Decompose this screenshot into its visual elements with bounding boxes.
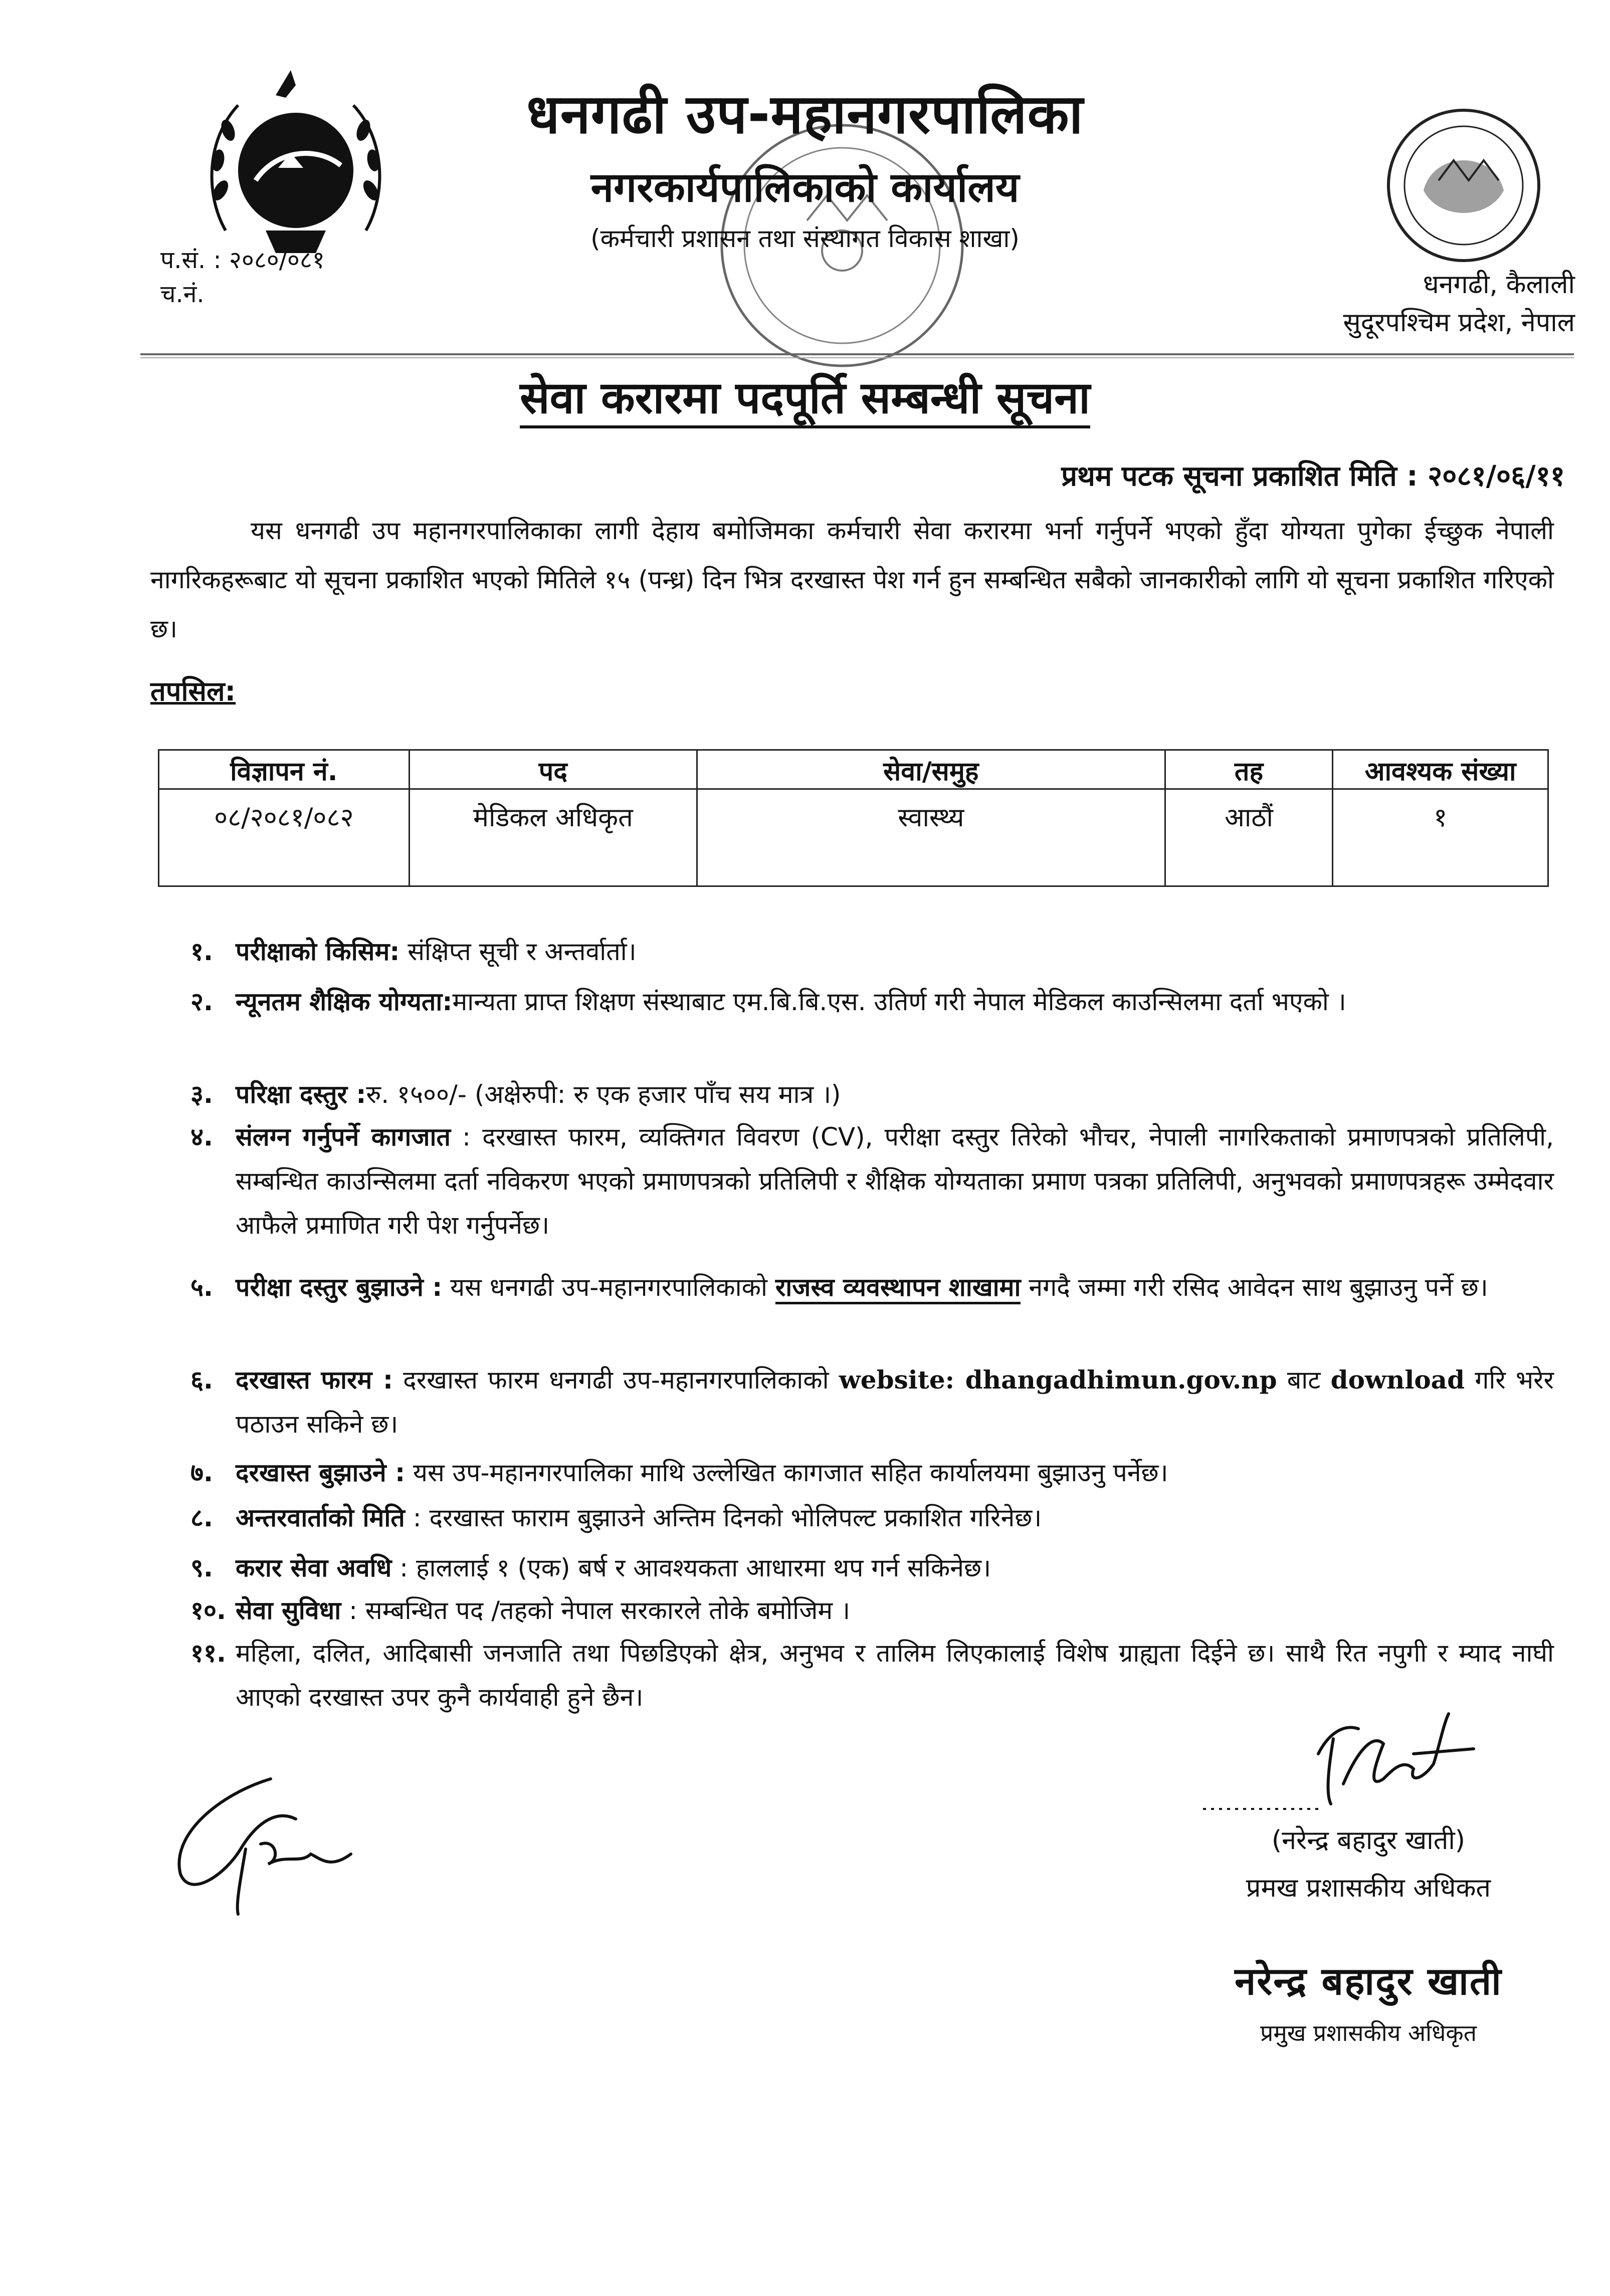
address-line-1: धनगढी, कैलाली [1423,270,1575,300]
table-row [159,789,1548,886]
list-item: १०. सेवा सुविधा : सम्बन्धित पद /तहको नेपाल सरकारले तोके बमोजिम । [190,1596,851,1625]
name-stamp: नरेन्द्र बहादुर खाती [1235,1959,1502,2003]
item-text: महिला, दलित, आदिबासी जनजाति तथा पिछडिएको क्षेत्र, अनुभव र तालिम लिएकालाई विशेष ग्राह्यता दिईने छ। साथै रित नपुगी र म्याद नाघी आएको दरखास्त उपर कुनै कार्यवाही हुने छैन। [236,1639,1554,1712]
item-label: न्यूनतम शैक्षिक योग्यता: [236,987,453,1016]
list-item: ५. परीक्षा दस्तुर बुझाउने : यस धनगढी उप-महानगरपालिकाको राजस्व व्यवस्थापन शाखामा नगदै जम्मा गरी रसिद आवेदन साथ बुझाउनु पर्ने छ। [190,1265,1554,1309]
branch-name: (कर्मचारी प्रशासन तथा संस्थागत विकास शाखा) [590,224,1020,253]
item-text: : सम्बन्धित पद /तहको नेपाल सरकारले तोके बमोजिम । [341,1596,851,1625]
table-header-row [159,750,1548,789]
item-label: दरखास्त बुझाउने : [236,1458,406,1487]
item-text: : हाललाई १ (एक) बर्ष र आवश्यकता आधारमा थप गर्न सकिनेछ। [391,1553,991,1582]
list-item: २. न्यूनतम शैक्षिक योग्यता:मान्यता प्राप्त शिक्षण संस्थाबाट एम.बि.बि.एस. उतिर्ण गरी नेपाल मेडिकल काउन्सिलमा दर्ता भएको । [190,987,1346,1016]
list-item: ३. परिक्षा दस्तुर :रु. १५००/- (अक्षेरुपी: रु एक हजार पाँच सय मात्र ।) [190,1080,841,1109]
schedule-label: तपसिल: [150,675,236,707]
office-name: नगरकार्यपालिकाको कार्यालय [590,164,1020,211]
header-service-group: सेवा/समुह [697,750,1165,789]
website-link[interactable]: website: dhangadhimun.gov.np [839,1365,1277,1395]
item-text: बाट [1277,1365,1331,1395]
item-text: रु. १५००/- (अक्षेरुपी: रु एक हजार पाँच सय मात्र ।) [366,1080,841,1109]
header-divider [140,353,1574,358]
item-label: सेवा सुविधा [236,1596,341,1625]
revenue-section-highlight: राजस्व व्यवस्थापन शाखामा [775,1273,1021,1304]
publish-date: प्रथम पटक सूचना प्रकाशित मिति : २०८१/०६/११ [1061,460,1565,493]
item-text: संक्षिप्त सूची र अन्तर्वार्ता। [399,937,637,966]
header-level: तह [1165,750,1333,789]
designation-stamp: प्रमुख प्रशासकीय अधिकृत [1260,2019,1477,2046]
cell-required-count: १ [1333,789,1548,886]
item-text: नगदै जम्मा गरी रसिद आवेदन साथ बुझाउनु पर्ने छ। [1021,1273,1488,1302]
dispatch-number: च.नं. [160,280,205,308]
reference-block [160,243,325,311]
item-label: अन्तरवार्ताको मिति [236,1503,405,1532]
signatory-designation: प्रमख प्रशासकीय अधिकत [1246,1873,1491,1903]
header-ad-number: विज्ञापन नं. [159,750,410,789]
list-item: ९. करार सेवा अवधि : हाललाई १ (एक) बर्ष र आवश्यकता आधारमा थप गर्न सकिनेछ। [190,1553,991,1582]
item-text: गरि भरेर पठाउन सकिने छ। [236,1365,1554,1439]
item-text: मान्यता प्राप्त शिक्षण संस्थाबाट एम.बि.बि.एस. उतिर्ण गरी नेपाल मेडिकल काउन्सिलमा दर्ता भएको । [452,987,1346,1016]
list-item: ८. अन्तरवार्ताको मिति : दरखास्त फाराम बुझाउने अन्तिम दिनको भोलिपल्ट प्रकाशित गरिनेछ। [190,1503,1042,1532]
header-required-count: आवश्यक संख्या [1333,750,1548,789]
signatory-name: (नरेन्द्र बहादुर खाती) [1271,1825,1466,1856]
item-text: : दरखास्त फारम, व्यक्तिगत विवरण (CV), परीक्षा दस्तुर तिरेको भौचर, नेपाली नागरिकताको प्रमाणपत्रको प्रतिलिपी, सम्बन्धित काउन्सिलमा दर्ता नविकरण भएको प्रमाणपत्रको प्रतिलिपी र शैक्षिक योग्यताका प्रमाण पत्रका प्रतिलिपी, अनुभवको प्रमाणपत्रहरू उम्मेदवार आफैले प्रमाणित गरी पेश गर्नुपर्नेछ। [236,1122,1554,1240]
cell-post: मेडिकल अधिकृत [409,789,697,886]
cell-ad-number: ०८/२०८१/०८२ [159,789,410,886]
cell-service-group: स्वास्थ्य [697,789,1165,886]
list-item: १. परीक्षाको किसिम: संक्षिप्त सूची र अन्तर्वार्ता। [190,937,637,966]
item-text: यस उप-महानगरपालिका माथि उल्लेखित कागजात सहित कार्यालयमा बुझाउनु पर्नेछ। [405,1458,1168,1487]
item-text: : दरखास्त फाराम बुझाउने अन्तिम दिनको भोलिपल्ट प्रकाशित गरिनेछ। [405,1503,1042,1532]
municipality-name: धनगढी उप-महानगरपालिका [526,83,1084,146]
item-text: दरखास्त फारम धनगढी उप-महानगरपालिकाको [393,1365,839,1395]
address-line-2: सुदूरपश्चिम प्रदेश, नेपाल [1343,308,1575,338]
intro-paragraph: यस धनगढी उप महानगरपालिकाका लागी देहाय बमोजिमका कर्मचारी सेवा करारमा भर्ना गर्नुपर्ने भएको हुँदा योग्यता पुगेका ईच्छुक नेपाली नागरिकहरूबाट यो सूचना प्रकाशित भएको मितिले १५ (पन्ध्र) दिन भित्र दरखास्त पेश गर्न हुन सम्बन्धित सबैको जानकारीको लागि यो सूचना प्रकाशित गरिएको छ। [150,516,1554,643]
office-address [1343,266,1575,342]
list-item: ६. दरखास्त फारम : दरखास्त फारम धनगढी उप-महानगरपालिकाको website: dhangadhimun.gov.np बाट download गरि भरेर पठाउन सकिने छ। [190,1365,1554,1439]
cell-level: आठौं [1165,789,1333,886]
item-label: संलग्न गर्नुपर्ने कागजात [236,1122,451,1152]
header-post: पद [409,750,697,789]
list-item: ११. महिला, दलित, आदिबासी जनजाति तथा पिछडिएको क्षेत्र, अनुभव र तालिम लिएकालाई विशेष ग्राह्यता दिईने छ। साथै रित नपुगी र म्याद नाघी आएको दरखास्त उपर कुनै कार्यवाही हुने छैन। [190,1639,1554,1712]
signature-left [160,1764,371,1924]
item-label: दरखास्त फारम : [236,1365,393,1395]
download-label: download [1330,1365,1465,1395]
notice-title: सेवा करारमा पदपूर्ति सम्बन्धी सूचना [0,366,1610,426]
item-text: यस धनगढी उप-महानगरपालिकाको [442,1273,775,1302]
item-label: परिक्षा दस्तुर : [236,1080,366,1109]
item-label: परीक्षाको किसिम: [236,937,400,966]
signature-right [1193,1694,1484,1824]
reference-number: प.सं. : २०८०/०८१ [160,246,325,274]
vacancy-table [158,749,1549,887]
list-item: ४. संलग्न गर्नुपर्ने कागजात : दरखास्त फारम, व्यक्तिगत विवरण (CV), परीक्षा दस्तुर तिरेको भौचर, नेपाली नागरिकताको प्रमाणपत्रको प्रतिलिपी, सम्बन्धित काउन्सिलमा दर्ता नविकरण भएको प्रमाणपत्रको प्रतिलिपी र शैक्षिक योग्यताका प्रमाण पत्रका प्रतिलिपी, अनुभवको प्रमाणपत्रहरू उम्मेदवार आफैले प्रमाणित गरी पेश गर्नुपर्नेछ। [190,1122,1554,1240]
list-item: ७. दरखास्त बुझाउने : यस उप-महानगरपालिका माथि उल्लेखित कागजात सहित कार्यालयमा बुझाउनु पर्नेछ। [190,1458,1168,1487]
item-label: करार सेवा अवधि [236,1553,392,1582]
item-label: परीक्षा दस्तुर बुझाउने : [236,1273,443,1302]
